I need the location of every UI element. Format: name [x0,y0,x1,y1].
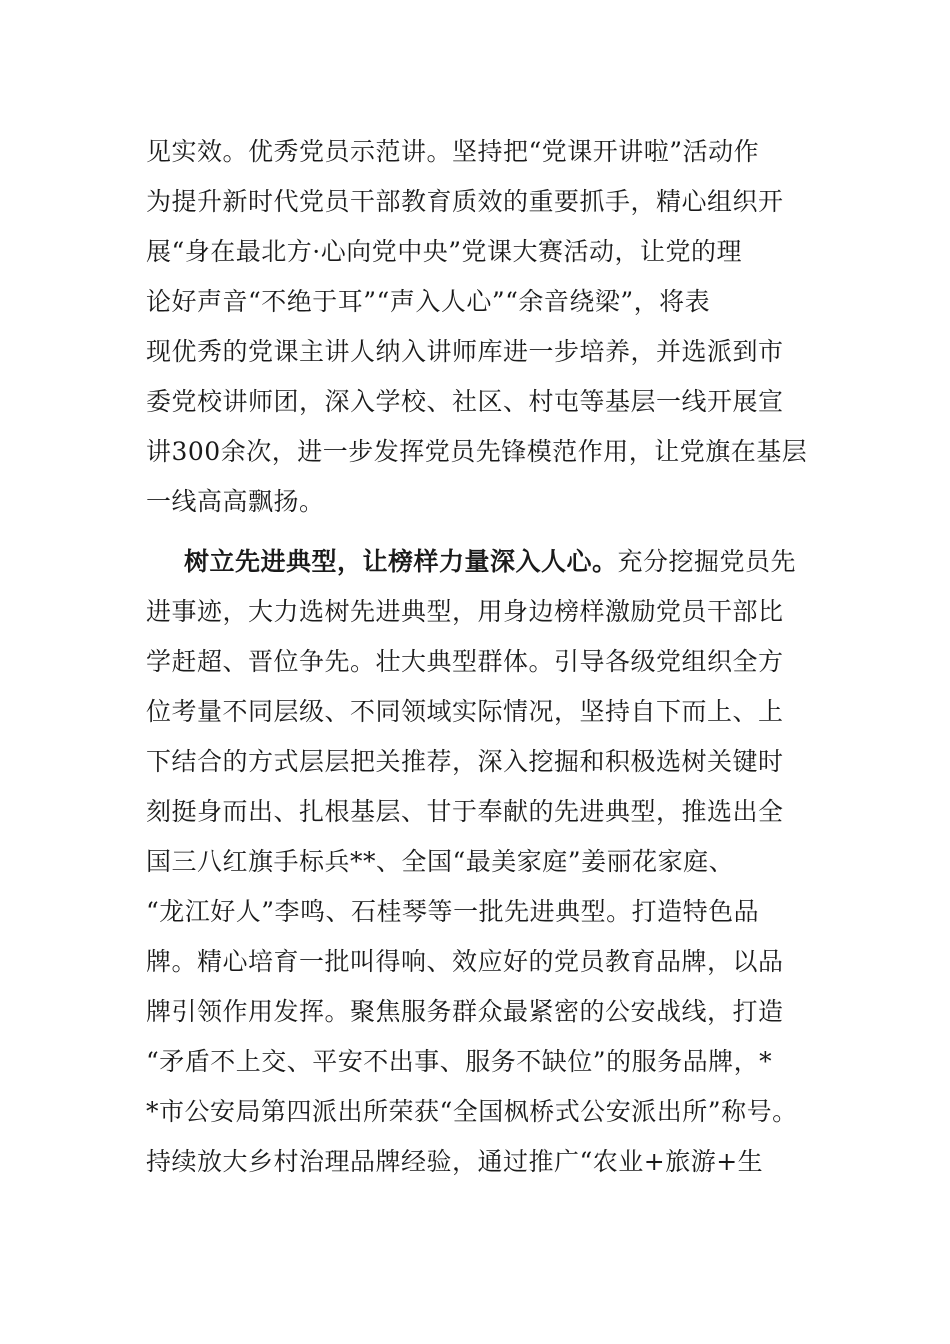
p1-line-4: 论好声音“不绝于耳”“声入人心”“余音绕梁”，将表 [146,287,711,316]
p2-first-line-rest: 充分挖掘党员先 [617,547,797,576]
p1-line-5: 现优秀的党课主讲人纳入讲师库进一步培养，并选派到市 [146,337,784,366]
p2-line-13: 持续放大乡村治理品牌经验，通过推广“农业+旅游+生 [146,1147,764,1176]
p2-line-3: 学赶超、晋位争先。壮大典型群体。引导各级党组织全方 [146,647,784,676]
p2-line-12: *市公安局第四派出所荣获“全国枫桥式公安派出所”称号。 [146,1097,798,1126]
p1-line-2: 为提升新时代党员干部教育质效的重要抓手，精心组织开 [146,187,784,216]
p1-line-1: 见实效。优秀党员示范讲。坚持把“党课开讲啦”活动作 [146,137,760,166]
p1-line-7: 讲300余次，进一步发挥党员先锋模范作用，让党旗在基层 [146,437,808,466]
p2-line-10: 牌引领作用发挥。聚焦服务群众最紧密的公安战线，打造 [146,997,784,1026]
p1-line-8: 一线高高飘扬。 [146,487,325,516]
p2-line-6: 刻挺身而出、扎根基层、甘于奉献的先进典型，推选出全 [146,797,784,826]
p2-line-8: “龙江好人”李鸣、石桂琴等一批先进典型。打造特色品 [146,897,760,926]
p1-line-3: 展“身在最北方·心向党中央”党课大赛活动，让党的理 [146,237,743,266]
p2-line-2: 进事迹，大力选树先进典型，用身边榜样激励党员干部比 [146,597,784,626]
p2-line-5: 下结合的方式层层把关推荐，深入挖掘和积极选树关键时 [146,747,784,776]
p2-line-4: 位考量不同层级、不同领域实际情况，坚持自下而上、上 [146,697,784,726]
p2-heading: 树立先进典型，让榜样力量深入人心。 [184,547,618,576]
p2-line-11: “矛盾不上交、平安不出事、服务不缺位”的服务品牌，* [146,1047,773,1076]
p2-line-7: 国三八红旗手标兵**、全国“最美家庭”姜丽花家庭、 [146,847,735,876]
p2-line-1 [184,547,796,577]
p1-line-6: 委党校讲师团，深入学校、社区、村屯等基层一线开展宣 [146,387,784,416]
p2-line-9: 牌。精心培育一批叫得响、效应好的党员教育品牌，以品 [146,947,784,976]
